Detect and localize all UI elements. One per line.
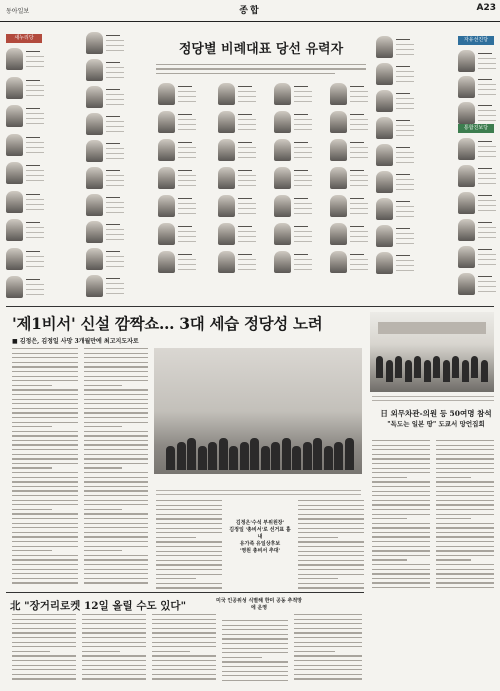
candidate-card (274, 81, 314, 111)
candidate-photo (218, 251, 235, 273)
candidate-photo (86, 275, 103, 297)
candidate-card (6, 274, 46, 304)
candidate-card (218, 109, 258, 139)
candidate-card (158, 249, 198, 279)
candidate-photo (458, 102, 475, 124)
candidate-card (274, 165, 314, 195)
candidate-card (458, 217, 498, 247)
candidate-card (274, 193, 314, 223)
candidate-photo (218, 167, 235, 189)
candidate-photo (376, 36, 393, 58)
body-column (298, 500, 364, 592)
candidate-photo (6, 162, 23, 184)
candidate-photo (6, 48, 23, 70)
candidate-photo (458, 165, 475, 187)
side-headline: 日 외무차관-의원 등 50여명 참석 "독도는 일본 땅" 도쿄서 망언집회 (380, 409, 492, 428)
candidate-card (86, 192, 126, 222)
candidate-card (274, 109, 314, 139)
candidate-card (86, 84, 126, 114)
candidate-photo (458, 246, 475, 268)
candidate-photo (330, 167, 347, 189)
candidate-photo (376, 144, 393, 166)
candidate-card (86, 111, 126, 141)
candidate-card (86, 273, 126, 303)
body-column (222, 620, 288, 684)
candidate-photo (86, 32, 103, 54)
candidate-card (330, 81, 370, 111)
candidate-photo (376, 90, 393, 112)
section-divider (6, 306, 494, 307)
body-column (12, 348, 78, 587)
candidate-card (376, 223, 416, 253)
candidate-card (330, 137, 370, 167)
candidate-card (218, 221, 258, 251)
candidate-photo (330, 83, 347, 105)
candidate-photo (158, 83, 175, 105)
side-photo (370, 312, 494, 392)
masthead (0, 0, 500, 22)
candidate-section (6, 26, 494, 304)
candidate-photo (376, 63, 393, 85)
candidate-photo (6, 191, 23, 213)
candidate-photo (6, 134, 23, 156)
candidate-card (376, 88, 416, 118)
candidate-card (6, 246, 46, 276)
candidate-photo (274, 223, 291, 245)
candidate-card (218, 165, 258, 195)
candidate-photo (376, 171, 393, 193)
body-column (294, 614, 362, 683)
candidate-photo (6, 276, 23, 298)
candidate-photo (86, 86, 103, 108)
candidate-card (158, 165, 198, 195)
candidate-card (218, 137, 258, 167)
candidate-card (218, 249, 258, 279)
main-headline: '제1비서' 신설 깜짝쇼… 3대 세습 정당성 노려 (12, 314, 323, 333)
candidate-photo (458, 273, 475, 295)
bottom-kicker: 미국 인공위성 식별해 한미 공동 추적망에 운영 (216, 598, 302, 611)
candidate-photo (458, 50, 475, 72)
candidate-card (330, 249, 370, 279)
section-divider (6, 592, 364, 593)
candidate-photo (330, 139, 347, 161)
candidate-photo (458, 76, 475, 98)
candidate-card (86, 57, 126, 87)
candidate-card (6, 103, 46, 133)
candidate-card (86, 165, 126, 195)
photo-caption (156, 490, 361, 498)
candidate-card (330, 221, 370, 251)
candidate-photo (6, 219, 23, 241)
candidate-card (86, 219, 126, 249)
candidate-photo (376, 225, 393, 247)
candidate-card (458, 163, 498, 193)
candidate-photo (158, 167, 175, 189)
candidate-card (376, 169, 416, 199)
candidate-photo (274, 83, 291, 105)
candidate-card (458, 190, 498, 220)
candidate-photo (6, 248, 23, 270)
candidate-photo (330, 251, 347, 273)
candidate-photo (86, 59, 103, 81)
candidate-card (274, 221, 314, 251)
candidate-card (158, 137, 198, 167)
candidate-card (376, 61, 416, 91)
candidate-card (330, 193, 370, 223)
body-column (152, 614, 216, 683)
candidate-photo (86, 113, 103, 135)
candidate-photo (330, 111, 347, 133)
candidate-photo (86, 221, 103, 243)
candidate-card (458, 244, 498, 274)
candidate-photo (158, 139, 175, 161)
candidate-card (6, 46, 46, 76)
candidate-photo (158, 195, 175, 217)
main-photo (154, 348, 362, 488)
candidate-card (158, 221, 198, 251)
candidate-photo (86, 248, 103, 270)
candidate-card (376, 34, 416, 64)
body-column (372, 440, 430, 592)
side-photo-caption (372, 396, 494, 404)
candidate-card (458, 271, 498, 301)
candidate-card (218, 193, 258, 223)
candidate-photo (158, 251, 175, 273)
candidate-photo (274, 167, 291, 189)
candidate-card (6, 217, 46, 247)
candidate-card (158, 109, 198, 139)
candidate-photo (274, 111, 291, 133)
party-tag: 통합진보당 (458, 124, 494, 133)
candidate-photo (458, 138, 475, 160)
candidate-photo (86, 167, 103, 189)
candidate-photo (6, 105, 23, 127)
bottom-headline: 北 "장거리로켓 12일 올릴 수도 있다" (10, 600, 187, 612)
top-lead-text (156, 64, 366, 77)
candidate-photo (376, 252, 393, 274)
candidate-photo (158, 111, 175, 133)
body-column (12, 614, 76, 683)
candidate-photo (6, 77, 23, 99)
candidate-card (158, 193, 198, 223)
candidate-card (274, 249, 314, 279)
candidate-photo (218, 195, 235, 217)
top-headline: 정당별 비례대표 당선 유력자 (178, 42, 344, 57)
page-number: A23 (476, 3, 496, 13)
candidate-card (86, 30, 126, 60)
candidate-photo (458, 219, 475, 241)
body-column (156, 500, 222, 592)
pull-quote: 김정은'수석 부위원장' 김정일 '총비서'로 선거표 흉내 유가족 유일상후보 '영원 총비서 추대' (229, 520, 291, 554)
candidate-card (376, 250, 416, 280)
candidate-photo (158, 223, 175, 245)
candidate-photo (458, 192, 475, 214)
candidate-photo (218, 111, 235, 133)
candidate-card (6, 132, 46, 162)
candidate-card (376, 142, 416, 172)
candidate-photo (274, 139, 291, 161)
candidate-card (6, 75, 46, 105)
party-tag: 자유선진당 (458, 36, 494, 45)
candidate-card (376, 115, 416, 145)
candidate-card (86, 246, 126, 276)
candidate-card (376, 196, 416, 226)
main-kicker: ■ 김정은, 김정일 사망 3개월만에 최고지도자로 (12, 338, 139, 345)
candidate-card (458, 136, 498, 166)
candidate-photo (218, 223, 235, 245)
candidate-card (274, 137, 314, 167)
candidate-card (330, 165, 370, 195)
candidate-photo (218, 83, 235, 105)
candidate-photo (86, 194, 103, 216)
candidate-card (86, 138, 126, 168)
candidate-photo (330, 223, 347, 245)
candidate-card (6, 189, 46, 219)
body-column (436, 440, 494, 592)
candidate-card (330, 109, 370, 139)
candidate-card (218, 81, 258, 111)
section-title: 종합 (239, 6, 261, 16)
body-column (84, 348, 148, 587)
candidate-photo (376, 198, 393, 220)
candidate-card (458, 100, 498, 130)
paper-name: 동아일보 (6, 8, 30, 15)
candidate-photo (86, 140, 103, 162)
candidate-photo (330, 195, 347, 217)
candidate-card (6, 160, 46, 190)
party-tag: 새누리당 (6, 34, 42, 43)
candidate-card (158, 81, 198, 111)
candidate-photo (274, 195, 291, 217)
candidate-photo (218, 139, 235, 161)
candidate-photo (274, 251, 291, 273)
candidate-photo (376, 117, 393, 139)
body-column (82, 614, 146, 683)
